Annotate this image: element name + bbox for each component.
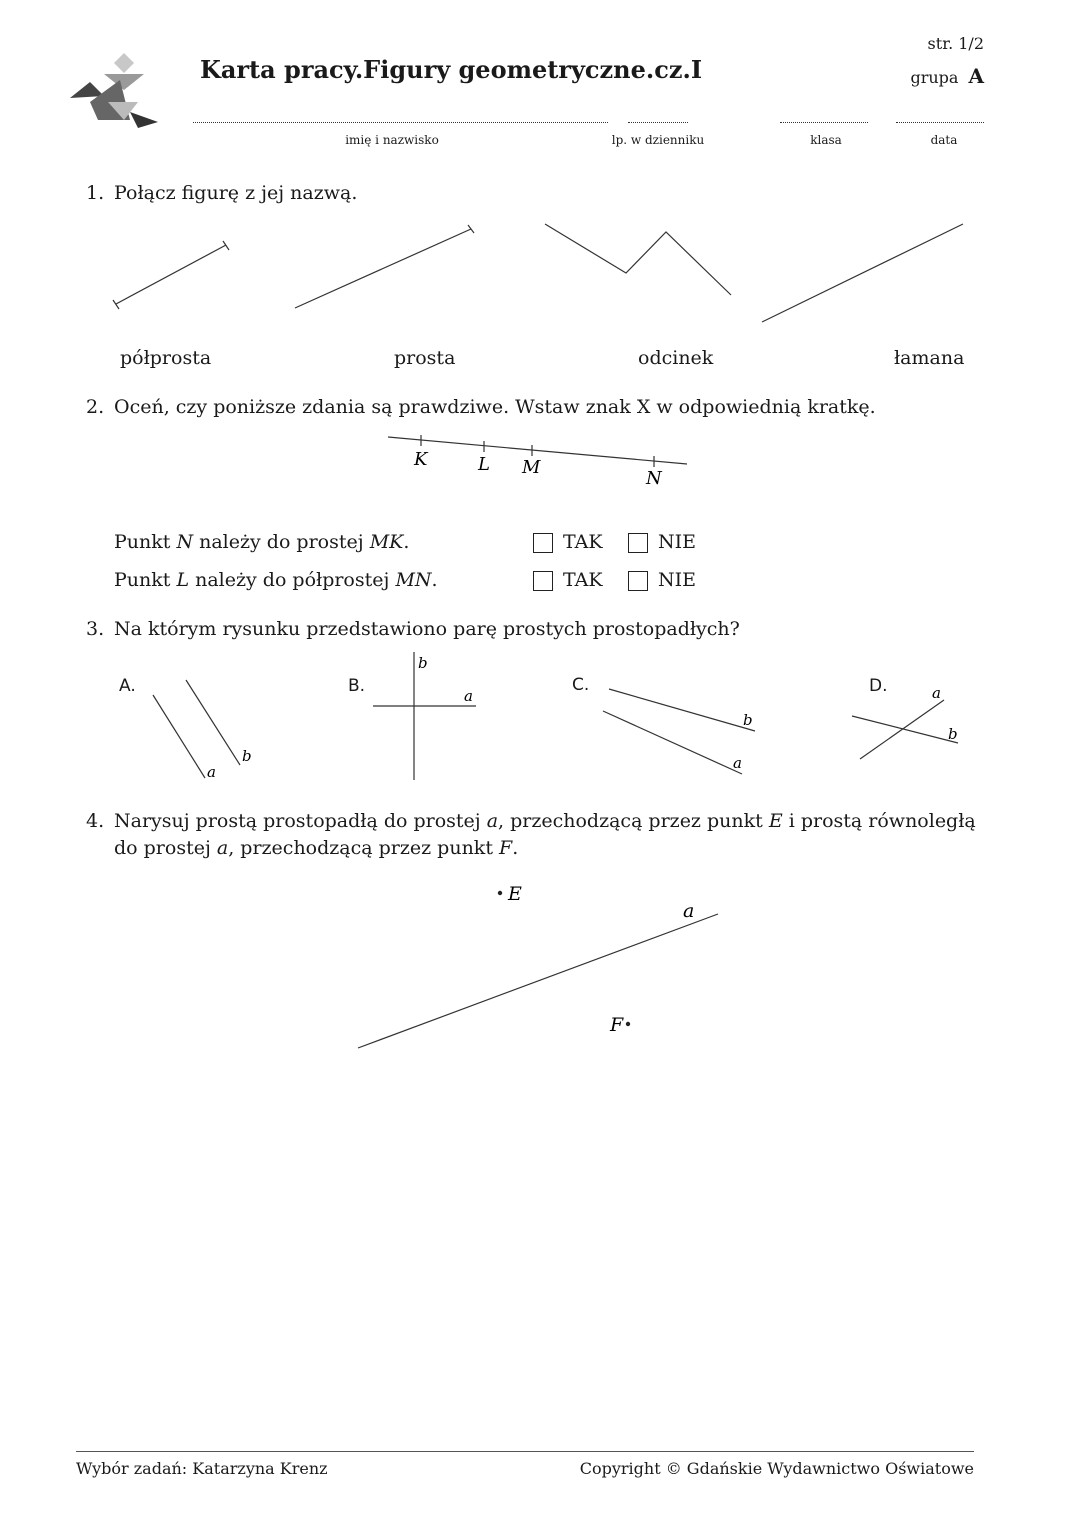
option-c-line-a: a	[733, 754, 742, 772]
option-b-line-b: b	[418, 654, 428, 672]
point-n-label: N	[646, 468, 662, 489]
page-number: str. 1/2	[927, 34, 984, 53]
footer-author: Wybór zadań: Katarzyna Krenz	[76, 1459, 328, 1478]
task-4-prompt-line-1: 4. Narysuj prostą prostopadłą do prostej a, przechodzącą przez punkt E i prostą równoległą	[86, 810, 976, 832]
footer-copyright: Copyright © Gdańskie Wydawnictwo Oświatowe	[579, 1459, 974, 1478]
statement-1-yes-checkbox[interactable]	[533, 533, 553, 553]
publisher-logo	[68, 50, 160, 130]
point-m-label: M	[522, 457, 541, 478]
option-a-label[interactable]: A.	[119, 676, 136, 696]
figure-polyline	[545, 224, 731, 295]
task-4-drawing-area[interactable]	[0, 870, 1080, 1070]
task-1-figures	[0, 210, 1080, 340]
line-a	[358, 914, 718, 1048]
class-field-label: klasa	[810, 133, 842, 147]
task-1-prompt	[86, 182, 357, 204]
name-field-line[interactable]	[193, 122, 608, 123]
name-ray: półprosta	[120, 347, 212, 369]
class-field-line[interactable]	[780, 122, 868, 123]
name-field-label: imię i nazwisko	[345, 133, 439, 147]
group-label: grupa	[910, 68, 959, 87]
statement-2-no-checkbox[interactable]	[628, 571, 648, 591]
figure-line	[762, 224, 963, 322]
statement-1: Punkt N należy do prostej MK.	[114, 531, 410, 553]
name-segment: odcinek	[638, 347, 714, 369]
task-4-number: 4.	[86, 810, 105, 832]
task-1-number: 1.	[86, 182, 105, 204]
statement-1-no-checkbox[interactable]	[628, 533, 648, 553]
date-field-label: data	[930, 133, 958, 147]
group-indicator	[910, 64, 984, 88]
task-1-text: Połącz figurę z jej nazwą.	[114, 182, 358, 204]
point-f-label: F	[610, 1014, 624, 1036]
date-field-line[interactable]	[896, 122, 984, 123]
task-2-text: Oceń, czy poniższe zdania są prawdziwe. Wstaw znak X w odpowiednią kratkę.	[114, 396, 876, 418]
task-2-prompt	[86, 396, 876, 418]
point-l-label: L	[478, 454, 490, 475]
name-line: prosta	[394, 347, 456, 369]
statement-2-yes-label: TAK	[563, 569, 603, 591]
option-c-line-b: b	[743, 711, 753, 729]
statement-2-yes-checkbox[interactable]	[533, 571, 553, 591]
name-polyline: łamana	[894, 347, 965, 369]
task-2-line-diagram	[380, 430, 700, 490]
option-b-line-a: a	[464, 687, 473, 705]
group-value: A	[968, 64, 984, 88]
task-3-figures	[0, 645, 1080, 790]
line-a-label: a	[683, 900, 695, 922]
task-3-text: Na którym rysunku przedstawiono parę prostych prostopadłych?	[114, 618, 740, 640]
figure-segment	[116, 245, 226, 304]
option-d-line-a: a	[932, 684, 941, 702]
task-4-prompt-line-2: do prostej a, przechodzącą przez punkt F.	[114, 837, 519, 859]
point-e-label: E	[508, 883, 522, 905]
number-field-label: lp. w dzienniku	[611, 133, 705, 147]
number-field-line[interactable]	[628, 122, 688, 123]
statement-2: Punkt L należy do półprostej MN.	[114, 569, 438, 591]
task-3-prompt	[86, 618, 740, 640]
point-e-dot	[498, 891, 502, 895]
option-a-line-b: b	[242, 747, 252, 765]
statement-2-no-label: NIE	[658, 569, 696, 591]
option-a-line-a: a	[207, 763, 216, 781]
option-d-line-b: b	[948, 725, 958, 743]
task-3-number: 3.	[86, 618, 105, 640]
statement-1-no-label: NIE	[658, 531, 696, 553]
task-2-number: 2.	[86, 396, 105, 418]
page-title: Karta pracy.Figury geometryczne.cz.I	[200, 55, 703, 84]
option-c-label[interactable]: C.	[572, 675, 590, 695]
point-k-label: K	[414, 449, 428, 470]
option-d-label[interactable]: D.	[869, 676, 888, 696]
figure-ray	[295, 229, 471, 308]
footer-divider	[76, 1451, 974, 1452]
statement-1-yes-label: TAK	[563, 531, 603, 553]
option-b-label[interactable]: B.	[348, 676, 366, 696]
point-f-dot	[626, 1022, 630, 1026]
